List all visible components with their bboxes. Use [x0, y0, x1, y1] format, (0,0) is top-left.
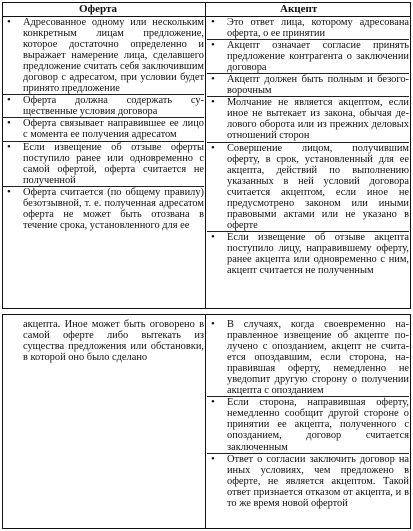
offer-text: Оферта считается (по общему правилу) безотзывной, т. е. полученная адресатом оферта не может быть отозвана в течение срока, установленного для ее	[23, 186, 204, 231]
offer-text: Если извещение об отзыве оферты поступило ранее или одновременно с самой офертой, оферта считается не полученной	[23, 141, 204, 186]
acceptance-text: Если сторона, направившая оферту, немедленно сообщит другой стороне о принятии ее акцепта, полученного с опозданием, договор считается заключенным	[227, 397, 409, 453]
list-item	[3, 95, 204, 118]
column-divider	[205, 315, 206, 528]
bullet-icon: •	[7, 94, 11, 107]
acceptance-column	[207, 319, 409, 509]
list-item	[207, 397, 409, 453]
offer-column	[3, 17, 204, 231]
acceptance-column	[207, 17, 409, 276]
bullet-icon: •	[7, 117, 11, 130]
bullet-icon: •	[211, 141, 215, 154]
acceptance-text: Акцепт означает согласие принять предложение контрагента о заключении договора	[227, 40, 409, 74]
acceptance-text: Акцепт должен быть полным и безоговорочным	[227, 74, 409, 97]
offer-heading: Оферта	[79, 3, 118, 15]
bullet-icon: •	[211, 39, 215, 52]
list-item	[207, 143, 409, 232]
bullet-icon: •	[7, 140, 11, 153]
top-table	[2, 2, 411, 309]
list-item	[207, 74, 409, 97]
offer-text: Оферта связывает направившее ее лицо с момента ее получения адресатом	[23, 118, 204, 141]
bullet-icon: •	[211, 230, 215, 243]
table-header	[3, 3, 410, 17]
offer-text: Адресованное одному или нескольким конкретным лицам предложение, которое достаточно определенно и выражает намерение лица, сделавшего предложение считать себя заключившим договор с адресатом, при условии будет принято предложение	[23, 17, 204, 95]
acceptance-text: Это ответ лица, которому адресована оферта, о ее принятии	[227, 17, 409, 40]
bullet-icon: •	[211, 16, 215, 28]
bullet-icon: •	[211, 96, 215, 109]
list-item	[3, 142, 204, 187]
acceptance-text: Совершение лицом, получившим оферту, в срок, установленный для ее акцепта, действий по выполнению указанных в ней условий договора считается акцептом, если иное не предусмотрено законом или иными правовыми актами или не указано в оферте	[227, 142, 409, 231]
list-item	[3, 187, 204, 231]
acceptance-text: В случаях, когда своевременно направленное извещение об акцепте получено с опозданием, акцепт не считается опоздавшим, если сторона, направившая оферту, немедленно не уведоmит другую сторону о получении акцепта с опозданием	[227, 319, 409, 397]
bullet-icon: •	[211, 396, 215, 409]
list-item	[207, 232, 409, 276]
acceptance-text: Ответ о согласии заключить договор на иных условиях, чем предложено в оферте, не является акцептом. Такой ответ признается отказом от акцепта, и в то же время новой офертой	[227, 453, 409, 509]
list-item	[3, 17, 204, 95]
list-item	[3, 118, 204, 141]
offer-continuation-text: акцепта. Иное может быть оговорено в самой оферте либо вытекать из существа предложения или обстановки, в которой оно было сделано	[23, 319, 204, 364]
bullet-icon: •	[7, 185, 11, 198]
bullet-icon: •	[211, 452, 215, 465]
bullet-icon: •	[7, 16, 11, 28]
list-item	[207, 97, 409, 142]
list-item	[207, 40, 409, 74]
list-item	[207, 319, 409, 397]
acceptance-heading: Акцепт	[280, 3, 318, 15]
acceptance-text: Если извещение об отзыве акцепта поступило лицу, направившему оферту, ранее акцепта или одновременно с ним, акцепт считается не полученным	[227, 231, 409, 277]
list-item	[207, 17, 409, 40]
bullet-icon: •	[211, 318, 215, 330]
bottom-table	[2, 314, 411, 529]
offer-text: Оферта должна содержать существенные условия договора	[23, 95, 204, 118]
column-divider	[205, 3, 206, 308]
offer-column	[3, 319, 204, 363]
acceptance-text: Молчание не является акцептом, если иное не вытекает из закона, обычая делового оборота или из прежних деловых отношений сторон	[227, 97, 409, 142]
bullet-icon: •	[211, 73, 215, 86]
list-item	[207, 454, 409, 509]
